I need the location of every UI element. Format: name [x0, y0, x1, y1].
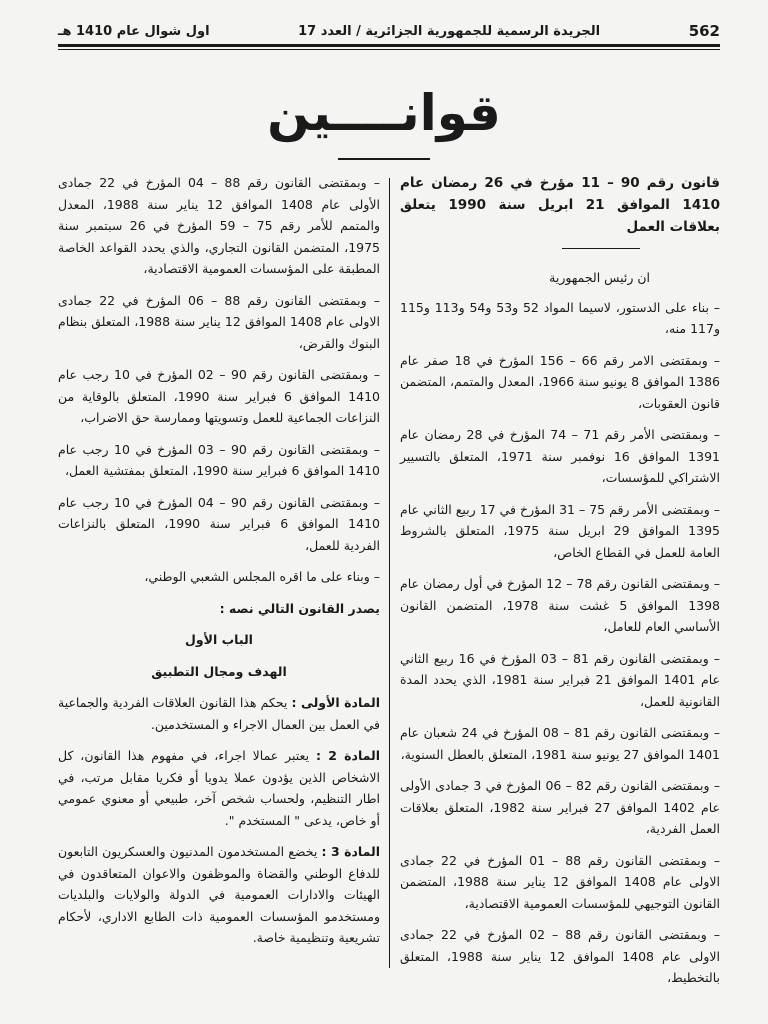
recital-paragraph: – وبمقتضى القانون رقم 90 – 04 المؤرخ في 10 رجب عام 1410 الموافق 6 فبراير سنة 1990، المتعلق بالنزاعات الفردية للعمل،	[58, 494, 381, 553]
chapter-title: الهدف ومجال التطبيق	[151, 663, 287, 679]
recital-paragraph: – وبمقتضى الامر رقم 66 – 156 المؤرخ في 18 صفر عام 1386 الموافق 8 يونيو سنة 1966، المعدل والمتمم، المتضمن قانون العقوبات،	[400, 352, 720, 411]
article-text: يعتبر عمالا اجراء، في مفهوم هذا القانون، كل الاشخاص الذين يؤدون عملا يدويا أو فكريا مقابل مرتب، في اطار التنظيم، ولحساب شخص آخر، طبيعي أو معنوي عمومي أو خاص، يدعى " المستخدم ".	[58, 748, 380, 828]
recital-paragraph: – وبناء على ما اقره المجلس الشعبي الوطني،	[144, 569, 380, 584]
law-title-rule	[562, 248, 640, 249]
article-1	[58, 692, 380, 735]
recital-paragraph: – وبمقتضى القانون رقم 88 – 01 المؤرخ في 22 جمادى الاولى عام 1408 الموافق 12 يناير سنة 1988، المتضمن القانون التوجيهي للمؤسسات العمومية الاقتصادية،	[400, 852, 720, 911]
recital-paragraph: – وبمقتضى الأمر رقم 71 – 74 المؤرخ في 28 رمضان عام 1391 الموافق 16 نوفمبر سنة 1971، المتعلق بالتسيير الاشتراكي للمؤسسات،	[400, 427, 721, 485]
recital-paragraph: – وبمقتضى القانون رقم 88 – 04 المؤرخ في 22 جمادى الأولى عام 1408 الموافق 12 يناير سنة 1988، المعدل والمتمم للأمر رقم 75 – 59 المؤرخ في 26 سبتمبر سنة 1975، المتضمن القانون التجاري، والذي يحدد القواعد الخاصة المطبقة على المؤسسات العمومية الاقتصادية،	[58, 175, 381, 276]
page-header	[58, 18, 720, 44]
recital-paragraph: – وبمقتضى القانون رقم 88 – 02 المؤرخ في 22 جمادى الاولى عام 1408 الموافق 12 يناير سنة 1988، المتعلق بالتخطيط،	[400, 927, 720, 985]
article-2	[58, 745, 380, 831]
recital-paragraph: – وبمقتضى القانون رقم 81 – 03 المؤرخ في 16 ربيع الثاني عام 1401 الموافق 21 فبراير سنة 1981، الذي يحدد المدة القانونية للعمل،	[400, 650, 720, 709]
page-number: 562	[688, 22, 720, 40]
issue-date: اول شوال عام 1410 هـ	[58, 23, 210, 39]
page-title: قوانــــين	[267, 84, 501, 142]
article-text: يحكم هذا القانون العلاقات الفردية والجماعية في العمل بين العمال الاجراء و المستخدمين.	[58, 695, 380, 732]
article-label: المادة 3 :	[321, 844, 380, 859]
recital-paragraph: – وبمقتضى القانون رقم 88 – 06 المؤرخ في 22 جمادى الاولى عام 1408 الموافق 12 يناير سنة 1988، المتعلق بنظام البنوك والقرض،	[58, 292, 380, 351]
recital-paragraph: – بناء على الدستور، لاسيما المواد 52 و53 و54 و113 و115 و117 منه،	[400, 299, 721, 336]
recital-paragraph: – وبمقتضى القانون رقم 78 – 12 المؤرخ في أول رمضان عام 1398 الموافق 5 غشت سنة 1978، المتضمن القانون الأساسي العام للعامل،	[400, 576, 720, 634]
recital-paragraph: – وبمقتضى القانون رقم 81 – 08 المؤرخ في 24 شعبان عام 1401 الموافق 27 يونيو سنة 1981، المتعلق بالعطل السنوية،	[400, 725, 721, 762]
article-text: يخضع المستخدمون المدنيون والعسكريون التابعون للدفاع الوطني والقضاة والموظفون والاعوان المتعاقدون في الهيئات والادارات العمومية في الدولة والولايات والبلديات ومستخدمو المؤسسات العمومية ذات الطابع الاداري، لأحكام تشريعية وتنظيمية خاصة.	[58, 844, 380, 945]
column-divider	[389, 178, 390, 968]
left-column	[58, 172, 380, 959]
promulgation-line: يصدر القانون التالي نصه :	[219, 600, 380, 616]
recital-paragraph: – وبمقتضى القانون رقم 90 – 02 المؤرخ في 10 رجب عام 1410 الموافق 6 فبراير سنة 1990، المتعلق بالوقاية من النزاعات الجماعية للعمل وتسويتها وممارسة حق الاضراب،	[58, 367, 381, 425]
article-3	[58, 841, 380, 949]
header-rule	[58, 44, 720, 47]
recital-paragraph: – وبمقتضى القانون رقم 90 – 03 المؤرخ في 10 رجب عام 1410 الموافق 6 فبراير سنة 1990، المتعلق بمفتشية العمل،	[58, 441, 381, 478]
law-title: قانون رقم 90 – 11 مؤرخ في 26 رمضان عام 1410 الموافق 21 ابريل سنة 1990 يتعلق بعلاقات العمل	[400, 175, 721, 235]
recital-paragraph: – وبمقتضى القانون رقم 82 – 06 المؤرخ في 3 جمادى الأولى عام 1402 الموافق 27 فبراير سنة 1982، المتعلق بعلاقات العمل الفردية،	[400, 778, 720, 836]
chapter-heading: الباب الأول	[185, 632, 253, 647]
title-rule	[338, 158, 430, 160]
president-line: ان رئيس الجمهورية	[549, 270, 650, 285]
article-label: المادة 2 :	[315, 748, 380, 763]
recital-paragraph: – وبمقتضى الأمر رقم 75 – 31 المؤرخ في 17 ربيع الثاني عام 1395 الموافق 29 ابريل سنة 1975، المتعلق بالشروط العامة للعمل في القطاع الخاص،	[400, 501, 720, 560]
journal-title: الجريدة الرسمية للجمهورية الجزائرية / العدد 17	[298, 23, 601, 39]
article-label: المادة الأولى :	[291, 695, 380, 710]
right-column	[400, 172, 720, 999]
header-rule-thin	[58, 49, 720, 50]
